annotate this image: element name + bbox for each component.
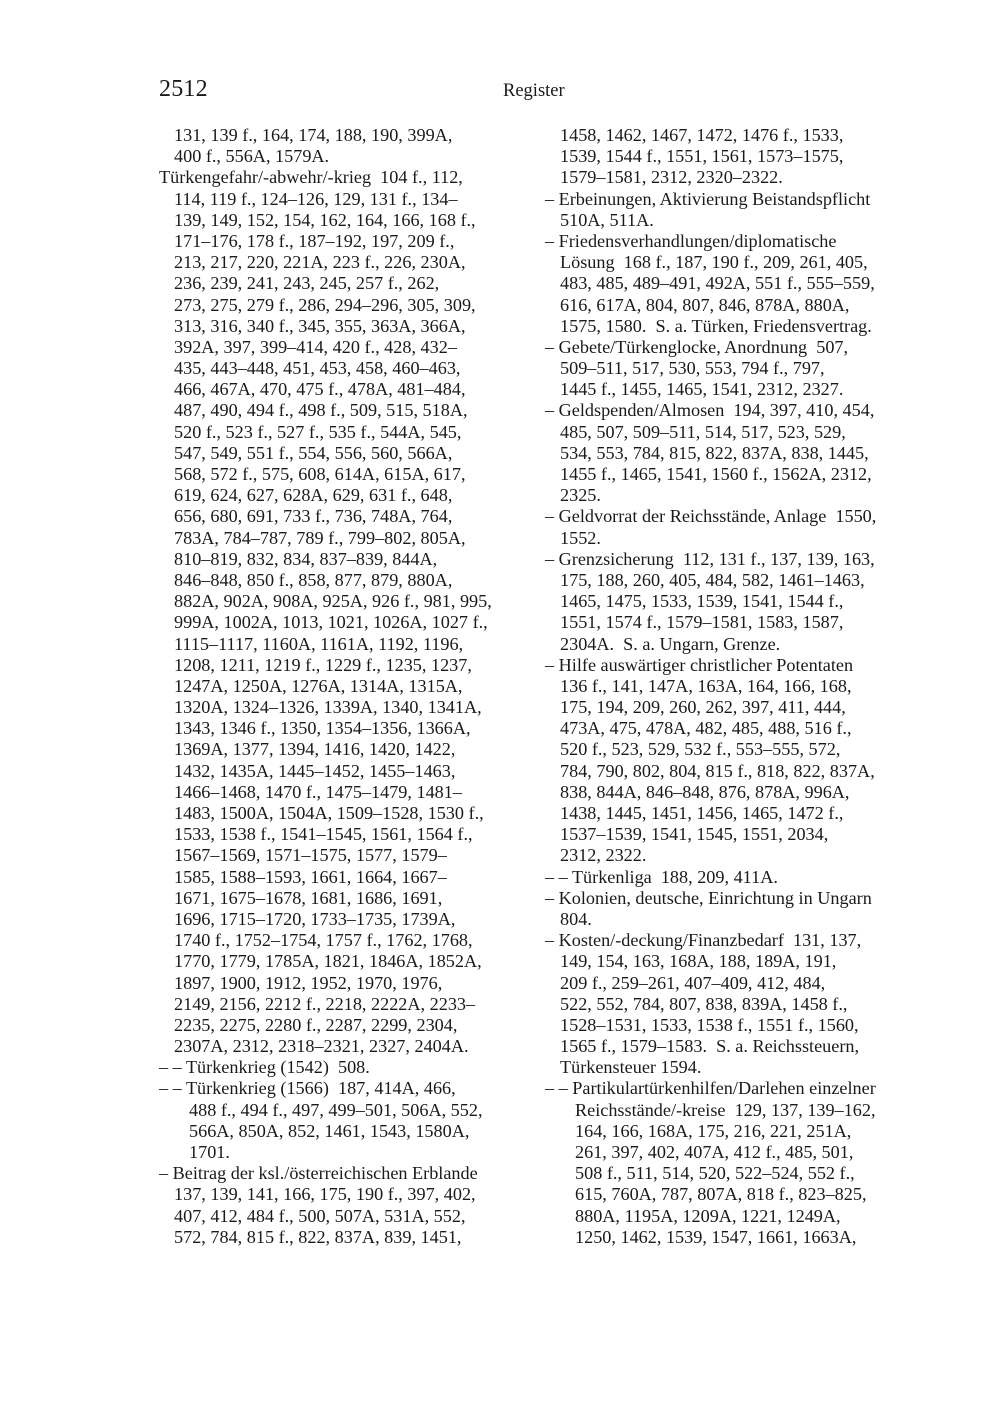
index-line: – Hilfe auswärtiger christlicher Potentaten [545, 654, 854, 675]
index-line: – Gebete/Türkenglocke, Anordnung 507, [545, 336, 849, 357]
index-line: – Beitrag der ksl./österreichischen Erblande [159, 1163, 478, 1184]
index-line: 615, 760A, 787, 807A, 818 f., 823–825, [575, 1184, 867, 1205]
index-line: 485, 507, 509–511, 514, 517, 523, 529, [560, 421, 846, 442]
index-line: 175, 194, 209, 260, 262, 397, 411, 444, [560, 697, 846, 718]
index-line: 520 f., 523, 529, 532 f., 553–555, 572, [560, 739, 841, 760]
index-line: 784, 790, 802, 804, 815 f., 818, 822, 837A, [560, 760, 875, 781]
index-line: 656, 680, 691, 733 f., 736, 748A, 764, [174, 506, 453, 527]
index-line: 1575, 1580. S. a. Türken, Friedensvertrag. [560, 315, 872, 336]
index-column-right [545, 125, 925, 1248]
index-line: 1533, 1538 f., 1541–1545, 1561, 1564 f., [174, 824, 473, 845]
index-line: 1369A, 1377, 1394, 1416, 1420, 1422, [174, 739, 456, 760]
index-line: 880A, 1195A, 1209A, 1221, 1249A, [575, 1205, 841, 1226]
index-line: 566A, 850A, 852, 1461, 1543, 1580A, [189, 1120, 470, 1141]
index-line: 175, 188, 260, 405, 484, 582, 1461–1463, [560, 569, 865, 590]
index-line: – – Türkenkrieg (1542) 508. [159, 1057, 370, 1078]
page-number: 2512 [159, 76, 208, 102]
index-line: 2149, 2156, 2212 f., 2218, 2222A, 2233– [174, 993, 476, 1014]
index-line: – Geldspenden/Almosen 194, 397, 410, 454, [545, 400, 875, 421]
index-line: 1115–1117, 1160A, 1161A, 1192, 1196, [174, 633, 464, 654]
index-line: 435, 443–448, 451, 453, 458, 460–463, [174, 358, 461, 379]
index-line: 838, 844A, 846–848, 876, 878A, 996A, [560, 781, 850, 802]
index-line: 1567–1569, 1571–1575, 1577, 1579– [174, 845, 447, 866]
index-line: 520 f., 523 f., 527 f., 535 f., 544A, 545, [174, 421, 462, 442]
index-line: 508 f., 511, 514, 520, 522–524, 552 f., [575, 1163, 855, 1184]
index-line: 2304A. S. a. Ungarn, Grenze. [560, 633, 781, 654]
index-line: 522, 552, 784, 807, 838, 839A, 1458 f., [560, 993, 848, 1014]
index-line: 619, 624, 627, 628A, 629, 631 f., 648, [174, 485, 453, 506]
index-line: – Kolonien, deutsche, Einrichtung in Ungarn [545, 887, 872, 908]
index-line: 2312, 2322. [560, 845, 647, 866]
index-line: 547, 549, 551 f., 554, 556, 560, 566A, [174, 442, 453, 463]
index-line: 1551, 1574 f., 1579–1581, 1583, 1587, [560, 612, 844, 633]
index-line: 261, 397, 402, 407A, 412 f., 485, 501, [575, 1142, 854, 1162]
index-line: 2325. [560, 485, 601, 506]
index-line: 1696, 1715–1720, 1733–1735, 1739A, [174, 908, 456, 929]
index-line: – Kosten/-deckung/Finanzbedarf 131, 137, [545, 930, 862, 951]
index-line: Türkengefahr/-abwehr/-krieg 104 f., 112, [159, 167, 463, 188]
index-line: 209 f., 259–261, 407–409, 412, 484, [560, 972, 826, 993]
index-line: 2307A, 2312, 2318–2321, 2327, 2404A. [174, 1036, 469, 1057]
index-line: 407, 412, 484 f., 500, 507A, 531A, 552, [174, 1205, 466, 1226]
index-line: 1671, 1675–1678, 1681, 1686, 1691, [174, 887, 443, 908]
index-line: 572, 784, 815 f., 822, 837A, 839, 1451, [174, 1226, 462, 1247]
index-line: 2235, 2275, 2280 f., 2287, 2299, 2304, [174, 1014, 458, 1035]
index-line: 139, 149, 152, 154, 162, 164, 166, 168 f., [174, 209, 476, 230]
index-line: 534, 553, 784, 815, 822, 837A, 838, 1445, [560, 442, 869, 463]
index-line: 473A, 475, 478A, 482, 485, 488, 516 f., [560, 718, 852, 739]
index-line: 882A, 902A, 908A, 925A, 926 f., 981, 995, [174, 591, 492, 612]
index-line: 1465, 1475, 1533, 1539, 1541, 1544 f., [560, 591, 844, 612]
index-line: 1445 f., 1455, 1465, 1541, 2312, 2327. [560, 379, 844, 400]
index-line: 1432, 1435A, 1445–1452, 1455–1463, [174, 760, 456, 781]
index-line: 1208, 1211, 1219 f., 1229 f., 1235, 1237, [174, 654, 472, 675]
index-line: – Geldvorrat der Reichsstände, Anlage 1550, [545, 506, 877, 527]
index-line: 1585, 1588–1593, 1661, 1664, 1667– [174, 866, 447, 887]
index-line: 236, 239, 241, 243, 245, 257 f., 262, [174, 273, 440, 294]
index-line: 273, 275, 279 f., 286, 294–296, 305, 309, [174, 294, 476, 315]
index-line: Türkensteuer 1594. [560, 1057, 702, 1078]
index-line: 487, 490, 494 f., 498 f., 509, 515, 518A, [174, 400, 468, 421]
index-line: – – Türkenkrieg (1566) 187, 414A, 466, [159, 1078, 456, 1099]
index-line: – Erbeinungen, Aktivierung Beistandspflicht [545, 188, 871, 209]
index-line: 171–176, 178 f., 187–192, 197, 209 f., [174, 230, 455, 251]
index-line: 313, 316, 340 f., 345, 355, 363A, 366A, [174, 315, 466, 336]
index-line: 1483, 1500A, 1504A, 1509–1528, 1530 f., [174, 803, 484, 823]
index-line: 810–819, 832, 834, 837–839, 844A, [174, 548, 438, 569]
index-line: 1247A, 1250A, 1276A, 1314A, 1315A, [174, 675, 463, 696]
index-line: Lösung 168 f., 187, 190 f., 209, 261, 405, [560, 252, 868, 273]
index-line: 1579–1581, 2312, 2320–2322. [560, 167, 783, 188]
index-column-left [159, 125, 539, 1248]
index-line: 804. [560, 908, 592, 929]
index-line: 1701. [189, 1142, 230, 1162]
index-line: 1320A, 1324–1326, 1339A, 1340, 1341A, [174, 697, 482, 718]
index-line: – Grenzsicherung 112, 131 f., 137, 139, 163, [545, 548, 875, 569]
index-line: 846–848, 850 f., 858, 877, 879, 880A, [174, 569, 453, 590]
index-line: 568, 572 f., 575, 608, 614A, 615A, 617, [174, 464, 466, 484]
index-line: 510A, 511A. [560, 209, 654, 230]
index-line: 1250, 1462, 1539, 1547, 1661, 1663A, [575, 1226, 857, 1247]
index-line: 400 f., 556A, 1579A. [174, 146, 330, 167]
index-line: 488 f., 494 f., 497, 499–501, 506A, 552, [189, 1099, 483, 1120]
running-head: Register [503, 81, 565, 101]
index-line: 1458, 1462, 1467, 1472, 1476 f., 1533, [560, 125, 844, 145]
index-line: 466, 467A, 470, 475 f., 478A, 481–484, [174, 379, 466, 400]
index-line: 1565 f., 1579–1583. S. a. Reichssteuern, [560, 1036, 860, 1057]
index-line: 114, 119 f., 124–126, 129, 131 f., 134– [174, 188, 458, 209]
index-line: – Friedensverhandlungen/diplomatische [545, 230, 837, 251]
index-line: 509–511, 517, 530, 553, 794 f., 797, [560, 358, 825, 379]
index-line: 1740 f., 1752–1754, 1757 f., 1762, 1768, [174, 930, 473, 951]
index-line: 999A, 1002A, 1013, 1021, 1026A, 1027 f., [174, 612, 488, 633]
index-line: 1466–1468, 1470 f., 1475–1479, 1481– [174, 781, 462, 802]
index-line: 1770, 1779, 1785A, 1821, 1846A, 1852A, [174, 951, 482, 972]
index-line: 136 f., 141, 147A, 163A, 164, 166, 168, [560, 675, 852, 696]
index-line: 137, 139, 141, 166, 175, 190 f., 397, 402, [174, 1184, 476, 1205]
index-line: 1343, 1346 f., 1350, 1354–1356, 1366A, [174, 718, 471, 739]
index-line: 616, 617A, 804, 807, 846, 878A, 880A, [560, 294, 850, 315]
index-line: 392A, 397, 399–414, 420 f., 428, 432– [174, 336, 457, 357]
index-line: 131, 139 f., 164, 174, 188, 190, 399A, [174, 125, 453, 145]
index-line: 149, 154, 163, 168A, 188, 189A, 191, [560, 951, 837, 972]
index-line: 1539, 1544 f., 1551, 1561, 1573–1575, [560, 146, 844, 167]
index-line: – – Partikulartürkenhilfen/Darlehen einzelner [545, 1078, 876, 1099]
index-line: 1897, 1900, 1912, 1952, 1970, 1976, [174, 972, 443, 993]
index-line: 483, 485, 489–491, 492A, 551 f., 555–559, [560, 273, 875, 294]
index-line: Reichsstände/-kreise 129, 137, 139–162, [575, 1099, 876, 1120]
index-line: 783A, 784–787, 789 f., 799–802, 805A, [174, 527, 466, 548]
index-line: 1528–1531, 1533, 1538 f., 1551 f., 1560, [560, 1014, 859, 1035]
index-line: 164, 166, 168A, 175, 216, 221, 251A, [575, 1120, 852, 1141]
index-line: 1438, 1445, 1451, 1456, 1465, 1472 f., [560, 803, 844, 823]
index-line: 1455 f., 1465, 1541, 1560 f., 1562A, 2312, [560, 464, 872, 484]
index-line: 1552. [560, 527, 601, 548]
index-line: – – Türkenliga 188, 209, 411A. [545, 866, 778, 887]
index-line: 1537–1539, 1541, 1545, 1551, 2034, [560, 824, 829, 845]
index-line: 213, 217, 220, 221A, 223 f., 226, 230A, [174, 252, 466, 273]
